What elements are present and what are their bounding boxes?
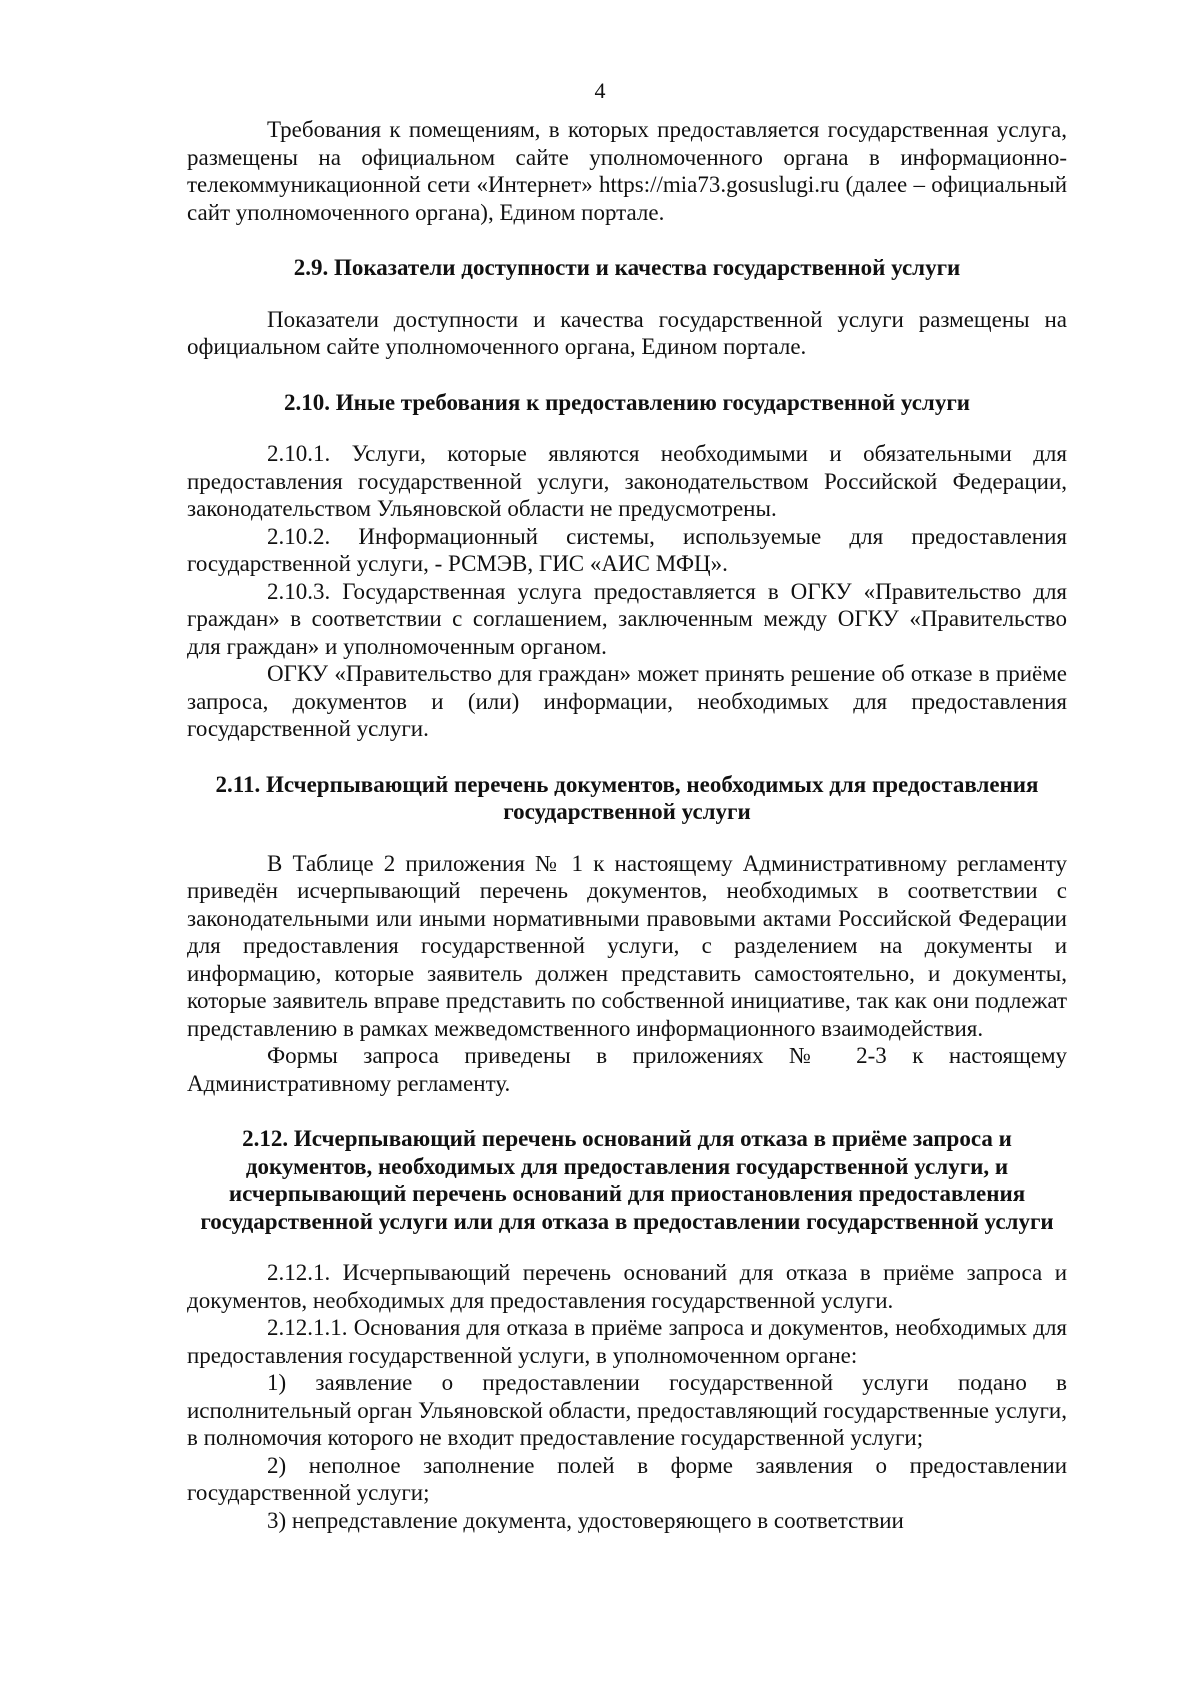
paragraph-2-12-1-1: 2.12.1.1. Основания для отказа в приёме запроса и документов, необходимых для предоставления государственной услуги, в уполномоченном органе: <box>187 1315 1067 1368</box>
list-item-3: 3) непредставление документа, удостоверяющего в соответствии <box>267 1507 904 1533</box>
paragraph-2-11-forms: Формы запроса приведены в приложениях № 2-3 к настоящему Административному регламенту. <box>187 1043 1067 1096</box>
heading-2-10: 2.10. Иные требования к предоставлению государственной услуги <box>283 389 971 415</box>
document-body <box>187 116 1067 1534</box>
paragraph-ogku-refusal: ОГКУ «Правительство для граждан» может принять решение об отказе в приёме запроса, документов и (или) информации, необходимых для предоставления государственной услуги. <box>187 661 1067 741</box>
paragraph-2-10-1: 2.10.1. Услуги, которые являются необходимыми и обязательными для предоставления государственной услуги, законодательством Российской Федерации, законодательством Ульяновской области не предусмотрены. <box>187 441 1067 521</box>
paragraph-2-12-1: 2.12.1. Исчерпывающий перечень оснований для отказа в приёме запроса и документов, необходимых для предоставления государственной услуги. <box>187 1260 1067 1313</box>
heading-2-11: 2.11. Исчерпывающий перечень документов, необходимых для предоставления государственной услуги <box>215 771 1039 824</box>
paragraph-2-10-2: 2.10.2. Информационный системы, используемые для предоставления государственной услуги, - РСМЭВ, ГИС «АИС МФЦ». <box>187 523 1067 576</box>
paragraph-2-9: Показатели доступности и качества государственной услуги размещены на официальном сайте уполномоченного органа, Едином портале. <box>187 306 1067 359</box>
list-item-1: 1) заявление о предоставлении государственной услуги подано в исполнительный орган Ульяновской области, предоставляющий государственные услуги, в полномочия которого не входит предоставление государственной услуги; <box>187 1370 1067 1450</box>
heading-2-9: 2.9. Показатели доступности и качества государственной услуги <box>293 255 961 280</box>
paragraph-2-10-3: 2.10.3. Государственная услуга предоставляется в ОГКУ «Правительство для граждан» в соответствии с соглашением, заключенным между ОГКУ «Правительство для граждан» и уполномоченным органом. <box>187 578 1067 659</box>
list-item-2: 2) неполное заполнение полей в форме заявления о предоставлении государственной услуги; <box>187 1452 1067 1505</box>
heading-2-12: 2.12. Исчерпывающий перечень оснований для отказа в приёме запроса и документов, необходимых для предоставления государственной услуги, и исчерпывающий перечень оснований для приостановления предоставления государственной услуги или для отказа в предоставлении государственной услуги <box>200 1126 1054 1234</box>
page-number: 4 <box>594 78 606 103</box>
paragraph-premises-requirements: Требования к помещениям, в которых предоставляется государственная услуга, размещены на официальном сайте уполномоченного органа в информационно-телекоммуникационной сети «Интернет» https://mia73.gosuslugi.ru (далее – официальный сайт уполномоченного органа), Едином портале. <box>187 117 1067 225</box>
paragraph-2-11-table: В Таблице 2 приложения № 1 к настоящему Административному регламенту приведён исчерпывающий перечень документов, необходимых в соответствии с законодательными или иными нормативными правовыми актами Российской Федерации для предоставления государственной услуги, с разделением на документы и информацию, которые заявитель должен представить самостоятельно, и документы, которые заявитель вправе представить по собственной инициативе, так как они подлежат представлению в рамках межведомственного информационного взаимодействия. <box>187 850 1067 1041</box>
